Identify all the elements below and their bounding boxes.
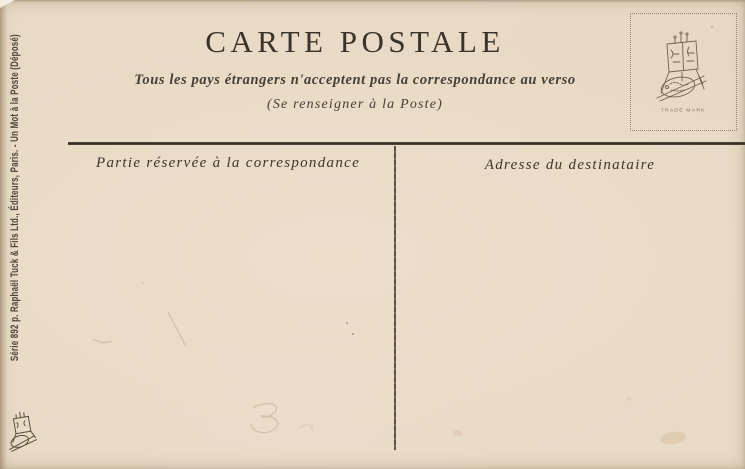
header-divider-rule — [68, 142, 745, 145]
card-left-edge-shading — [0, 0, 7, 469]
corner-notch — [0, 0, 15, 8]
address-section-label: Adresse du destinataire — [484, 157, 656, 173]
foreign-correspondence-notice: Tous les pays étrangers n'acceptent pas la correspondance au verso — [134, 72, 576, 88]
publisher-imprint: Série 892 p. Raphaël Tuck & Fils Ltd., Éditeurs, Paris. - Un Mot à la Poste (Déposé) — [9, 34, 21, 362]
publisher-logo-icon — [4, 408, 43, 458]
correspondence-section-label: Partie réservée à la correspondance — [96, 155, 361, 171]
easel-palette-trademark-icon — [653, 29, 715, 110]
trademark-caption: TRADE MARK — [661, 106, 706, 113]
post-office-notice: (Se renseigner à la Poste) — [266, 97, 444, 112]
card-title: CARTE POSTALE — [205, 24, 505, 59]
card-top-edge-shading — [0, 0, 745, 3]
column-divider-rule — [394, 146, 396, 450]
stamp-box — [630, 13, 737, 131]
